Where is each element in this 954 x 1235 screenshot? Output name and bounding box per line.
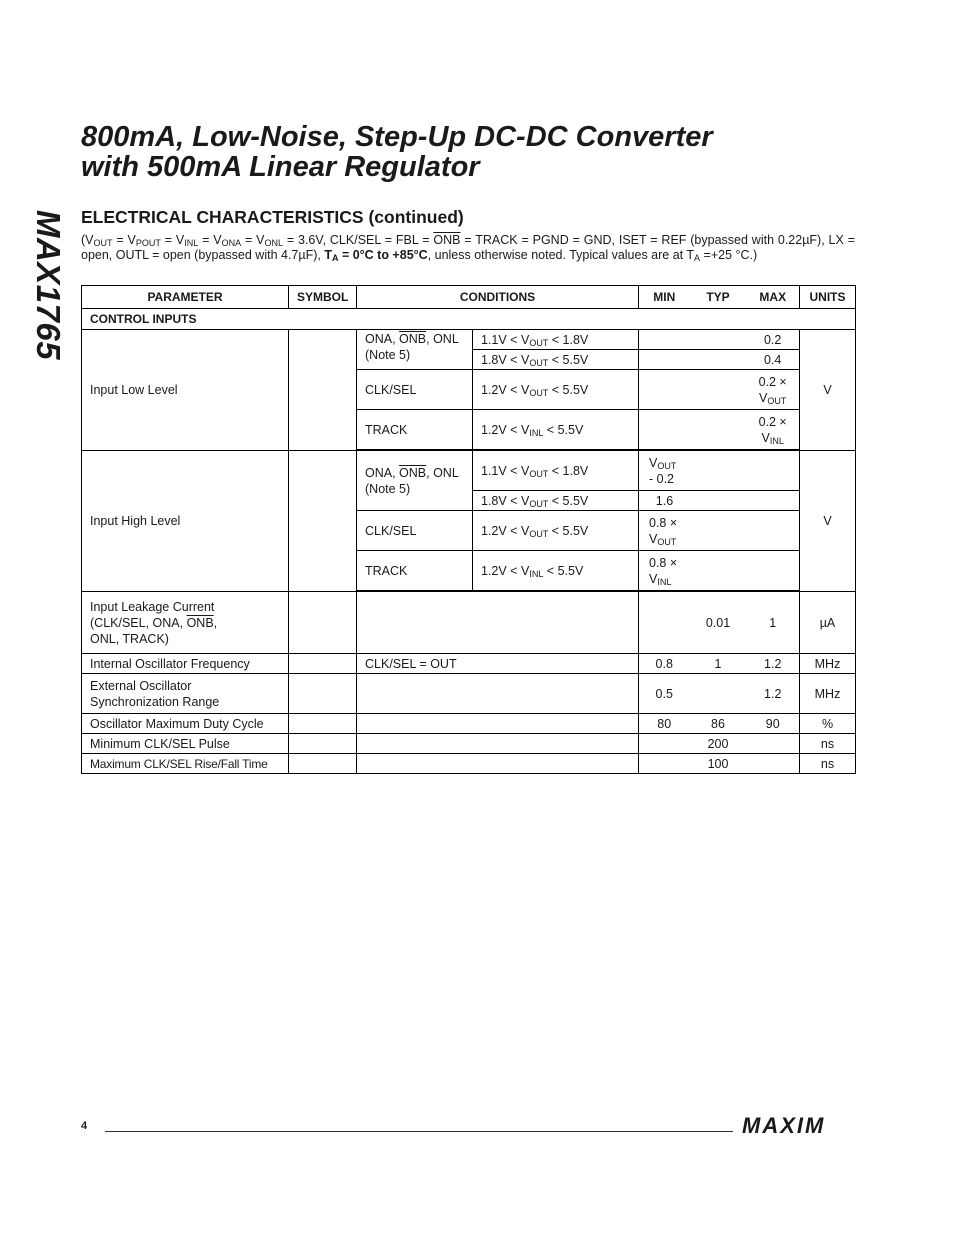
min-pulse-units: ns [800, 734, 856, 754]
input-low-level-symbol [289, 330, 357, 451]
ext-osc-min: 0.5 [639, 674, 690, 714]
track-cond: TRACK [357, 551, 473, 591]
test-conditions-paragraph: ($V_{OUT} = V_{POUT} = V_{INL} = V_{ONA} = V_{ONL} = 3.6V$, CLK/SEL = FBL = $\overline{ONB}$ = TRACK = PGND = GND, ISET = REF (bypassed with 0.22µF), LX = open, OUTL = open (bypassed with 4.7µF), $T_A = 0^\circ C$ to +85°C, unless otherwise noted. Typical values are at $T_A =+25$ °C.) [81, 233, 855, 263]
header-conditions: CONDITIONS [357, 286, 639, 309]
header-min: MIN [639, 286, 690, 309]
input-low-level-param: Input Low Level [82, 330, 289, 451]
min-value-offset: - 0.2 [649, 471, 675, 486]
min-value: 1.6 [655, 493, 674, 508]
leak-max: 1 [747, 592, 800, 654]
value-cell: 0.8 × $V_{OUT}$ [639, 511, 800, 551]
osc-freq-param: Internal Oscillator Frequency [82, 654, 289, 674]
osc-freq-typ: 1 [690, 654, 747, 674]
conditions-cell [357, 674, 639, 714]
value-cell [639, 410, 800, 450]
table-row [82, 654, 856, 674]
header-units: UNITS [800, 286, 856, 309]
ext-osc-units: MHz [800, 674, 856, 714]
duty-max: 90 [747, 714, 800, 734]
leak-line3: ONL, TRACK) [90, 631, 169, 646]
min-cell [639, 754, 690, 774]
conditions-cell [357, 592, 639, 654]
rise-fall-param: Maximum CLK/SEL Rise/Fall Time [82, 754, 289, 774]
header-max: MAX [747, 286, 800, 309]
value-cell [639, 370, 800, 410]
value-cell [639, 350, 800, 370]
value-cell: $V_{OUT}$ - 0.2 [639, 451, 800, 491]
ext-osc-line2: Synchronization Range [90, 694, 220, 709]
osc-freq-cond: CLK/SEL = OUT [357, 654, 639, 674]
table-row [82, 674, 856, 714]
max-cell [747, 734, 800, 754]
value-cell: 0.8 × $V_{INL}$ [639, 551, 800, 591]
table-row [82, 451, 856, 491]
input-high-level-param: Input High Level [82, 451, 289, 592]
max-value-coef: 0.2 × [758, 374, 787, 389]
osc-freq-min: 0.8 [639, 654, 690, 674]
side-part-number-text: MAX1765 [30, 209, 67, 361]
page-number: 4 [81, 1120, 88, 1132]
condition-cell: $1.2V < V_{OUT} < 5.5V$ [473, 511, 639, 551]
table-row [82, 592, 856, 654]
leakage-param [82, 592, 289, 654]
track-cond: TRACK [357, 410, 473, 450]
input-low-ona-cond: ONA, $\overline{ONB}$, ONL (Note 5) [357, 330, 473, 370]
symbol-cell [289, 674, 357, 714]
footer-rule [105, 1131, 733, 1132]
conditions-cell [357, 734, 639, 754]
input-high-level-symbol [289, 451, 357, 592]
leak-line1: Input Leakage Current [90, 599, 215, 614]
table-row [82, 330, 856, 350]
leak-line2c: , [213, 615, 218, 630]
header-row [82, 286, 856, 309]
osc-freq-max: 1.2 [747, 654, 800, 674]
min-value-coef: 0.8 × [649, 555, 678, 570]
typ-cell [690, 674, 747, 714]
condition-cell: $1.8V < V_{OUT} < 5.5V$ [473, 491, 639, 511]
duty-min: 80 [639, 714, 690, 734]
duty-units: % [800, 714, 856, 734]
title-line-1: 800mA, Low-Noise, Step-Up DC-DC Converter [81, 121, 713, 153]
input-low-units: V [800, 330, 856, 451]
conditions-cell [357, 754, 639, 774]
table-row [82, 754, 856, 774]
rise-fall-typ: 100 [690, 754, 747, 774]
leak-units: µA [800, 592, 856, 654]
min-value-coef: 0.8 × [649, 515, 678, 530]
min-pulse-param: Minimum CLK/SEL Pulse [82, 734, 289, 754]
rise-fall-units: ns [800, 754, 856, 774]
osc-freq-units: MHz [800, 654, 856, 674]
title-line-2: with 500mA Linear Regulator [81, 151, 480, 183]
min-pulse-typ: 200 [690, 734, 747, 754]
header-typ: TYP [690, 286, 747, 309]
header-symbol: SYMBOL [289, 286, 357, 309]
input-high-ona-cond: ONA, $\overline{ONB}$, ONL (Note 5) [357, 451, 473, 511]
ext-osc-line1: External Oscillator [90, 678, 192, 693]
duty-param: Oscillator Maximum Duty Cycle [82, 714, 289, 734]
max-value: 0.4 [763, 352, 782, 367]
header-parameter: PARAMETER [82, 286, 289, 309]
conditions-cell [357, 714, 639, 734]
condition-cell: $1.2V < V_{INL} < 5.5V$ [473, 551, 639, 591]
side-part-number [28, 205, 68, 365]
duty-typ: 86 [690, 714, 747, 734]
symbol-cell [289, 754, 357, 774]
note-5: (Note 5) [365, 348, 411, 362]
input-high-units: V [800, 451, 856, 592]
electrical-characteristics-table [81, 285, 856, 774]
symbol-cell [289, 734, 357, 754]
condition-cell: $1.2V < V_{OUT} < 5.5V$ [473, 370, 639, 410]
condition-cell: $1.1V < V_{OUT} < 1.8V$ [473, 330, 639, 350]
min-cell [639, 592, 690, 654]
clk-sel-cond: CLK/SEL [357, 370, 473, 410]
clk-sel-cond: CLK/SEL [357, 511, 473, 551]
symbol-cell [289, 714, 357, 734]
max-value: 0.2 [763, 332, 782, 347]
ext-osc-max: 1.2 [747, 674, 800, 714]
ext-osc-param [82, 674, 289, 714]
section-heading: ELECTRICAL CHARACTERISTICS (continued) [81, 207, 464, 227]
leak-line2a: (CLK/SEL, ONA, [90, 615, 187, 630]
symbol-cell [289, 654, 357, 674]
maxim-logo-text: MAXIM [742, 1113, 826, 1138]
max-value: 0.2 × $V_{OUT}$ [758, 374, 787, 406]
condition-cell: $1.2V < V_{INL} < 5.5V$ [473, 410, 639, 450]
min-cell [639, 734, 690, 754]
condition-cell: $1.1V < V_{OUT} < 1.8V$ [473, 451, 639, 491]
max-value: 0.2 × $V_{INL}$ [758, 414, 787, 446]
section-row-control-inputs [82, 309, 856, 330]
maxim-logo [742, 1113, 854, 1139]
leak-typ: 0.01 [690, 592, 747, 654]
control-inputs-label: CONTROL INPUTS [82, 309, 856, 330]
max-value-coef: 0.2 × [758, 414, 787, 429]
leak-line2b: $\overline{ONB}$ [186, 615, 214, 630]
table-row [82, 714, 856, 734]
table-row [82, 734, 856, 754]
note-5: (Note 5) [365, 481, 411, 496]
symbol-cell [289, 592, 357, 654]
max-cell [747, 754, 800, 774]
condition-cell: $1.8V < V_{OUT} < 5.5V$ [473, 350, 639, 370]
document-title [81, 122, 881, 182]
value-cell [639, 491, 800, 511]
value-cell [639, 330, 800, 350]
